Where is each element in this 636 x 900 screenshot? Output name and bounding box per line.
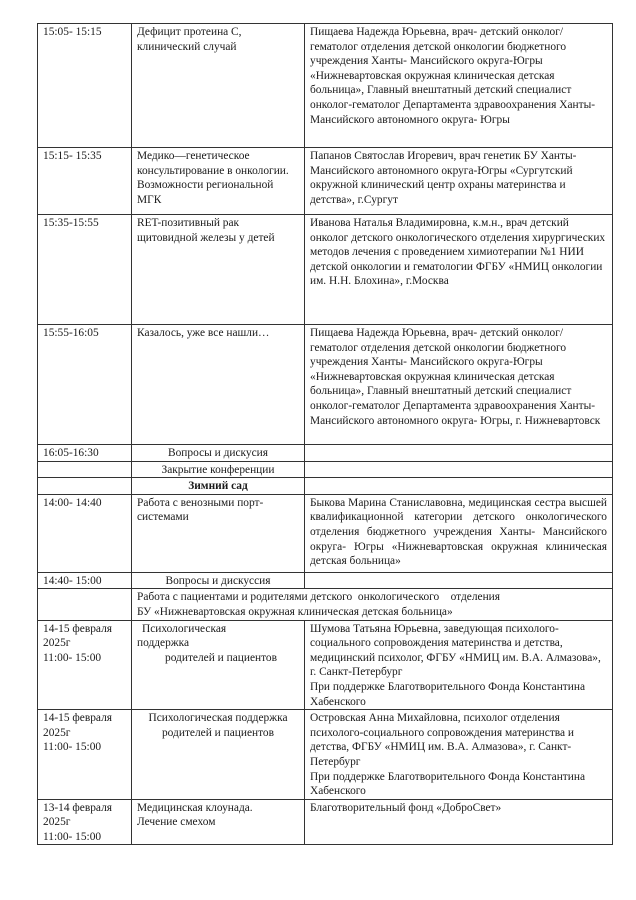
date-text: 14-15 февраля xyxy=(43,622,113,635)
section-heading xyxy=(132,589,613,620)
topic-cell xyxy=(132,620,305,710)
speaker-cell: Пищаева Надежда Юрьевна, врач- детский онколог/гематолог отделения детской онкологии бюджетного учреждения Ханты- Мансийского округа-Югры «Нижневартовская окружная клиническая детская больница», Главный внештатный детский специалист онколог-гематолог Департамента здравоохранения Ханты- Мансийского автономного округа- Югры, г. Нижневартовск xyxy=(305,325,613,445)
year-text: 2025г xyxy=(43,726,71,739)
speaker-cell: Папанов Святослав Игоревич, врач генетик БУ Ханты-Мансийского автономного округа-Югры «Сургутский окружной клинический центр охраны материнства и детства», г.Сургут xyxy=(305,148,613,215)
empty-cell xyxy=(305,461,613,478)
hours-text: 11:00- 15:00 xyxy=(43,741,102,754)
time-cell: 15:55-16:05 xyxy=(38,325,132,445)
empty-cell xyxy=(38,461,132,478)
topic-cell: Медико—генетическое консультирование в онкологии. Возможности региональной МГК xyxy=(132,148,305,215)
topic-cell xyxy=(132,799,305,845)
topic-line: родителей и пациентов xyxy=(165,651,278,664)
table-row xyxy=(38,215,613,325)
year-text: 2025г xyxy=(43,637,71,650)
speaker-text: Шумова Татьяна Юрьевна, заведующая психолого-социального сопровождения материнства и детства, медицинский психолог, ФГБУ «НМИЦ им. В.А. Алмазова», г. Санкт-Петербург xyxy=(310,622,601,679)
time-cell: 15:35-15:55 xyxy=(38,215,132,325)
date-cell xyxy=(38,710,132,800)
speaker-cell xyxy=(305,620,613,710)
table-row xyxy=(38,494,613,572)
speaker-cell: Пищаева Надежда Юрьевна, врач- детский онколог/гематолог отделения детской онкологии бюджетного учреждения Ханты- Мансийского округа-Югры «Нижневартовская окружная клиническая детская больница», Главный внештатный детский специалист онколог-гематолог Департамента здравоохранения Ханты- Мансийского автономного округа- Югры xyxy=(305,24,613,148)
table-row xyxy=(38,478,613,495)
topic-cell: Психологическая поддержка родителей и пациентов xyxy=(132,710,305,800)
support-text: При поддержке Благотворительного Фонда Константина Хабенского xyxy=(310,680,586,708)
program-table xyxy=(37,23,613,845)
time-cell: 16:05-16:30 xyxy=(38,445,132,462)
topic-line: Лечение смехом xyxy=(137,816,216,829)
topic-cell: Дефицит протеина С, клинический случай xyxy=(132,24,305,148)
topic-cell: Казалось, уже все нашли… xyxy=(132,325,305,445)
hours-text: 11:00- 15:00 xyxy=(43,651,102,664)
empty-cell xyxy=(305,478,613,495)
year-text: 2025г xyxy=(43,816,71,829)
hours-text: 11:00- 15:00 xyxy=(43,830,102,843)
table-row xyxy=(38,799,613,845)
date-cell xyxy=(38,799,132,845)
topic-line: поддержка xyxy=(137,637,190,650)
time-cell: 14:00- 14:40 xyxy=(38,494,132,572)
table-row xyxy=(38,325,613,445)
time-cell: 15:15- 15:35 xyxy=(38,148,132,215)
empty-cell xyxy=(305,445,613,462)
speaker-cell: Иванова Наталья Владимировна, к.м.н., врач детский онколог детского онкологического отделения хирургических методов лечения с проведением химиотерапии №1 НИИ детской онкологии и гематологии ФГБУ «НМИЦ онкологии им. Н.Н. Блохина», г.Москва xyxy=(305,215,613,325)
time-cell: 14:40- 15:00 xyxy=(38,572,132,589)
section-line: БУ «Нижневартовская окружная клиническая детская больница» xyxy=(137,605,453,618)
table-row xyxy=(38,589,613,620)
topic-line: Психологическая xyxy=(142,622,227,635)
table-row xyxy=(38,710,613,800)
empty-cell xyxy=(38,589,132,620)
table-row xyxy=(38,461,613,478)
discussion-label: Вопросы и дискуссия xyxy=(132,572,305,589)
closing-label: Закрытие конференции xyxy=(132,461,305,478)
topic-line: Медицинская клоунада. xyxy=(137,801,253,814)
topic-cell: Работа с венозными порт-системами xyxy=(132,494,305,572)
topic-cell: RET-позитивный рак щитовидной железы у детей xyxy=(132,215,305,325)
table-row xyxy=(38,572,613,589)
date-text: 13-14 февраля xyxy=(43,801,113,814)
empty-cell xyxy=(305,572,613,589)
date-cell xyxy=(38,620,132,710)
table-row xyxy=(38,148,613,215)
discussion-label: Вопросы и дискусия xyxy=(132,445,305,462)
empty-cell xyxy=(38,478,132,495)
table-row xyxy=(38,620,613,710)
table-row xyxy=(38,445,613,462)
table-row xyxy=(38,24,613,148)
speaker-cell: Быкова Марина Станиславовна, медицинская сестра высшей квалификационной категории детского онкологического отделения бюджетного учреждения Ханты- Мансийского округа- Югры «Нижневартовская окружная клиническая детская больница» xyxy=(305,494,613,572)
section-heading: Зимний сад xyxy=(132,478,305,495)
date-text: 14-15 февраля xyxy=(43,712,113,725)
speaker-cell: Благотворительный фонд «ДоброСвет» xyxy=(305,799,613,845)
support-text: При поддержке Благотворительного Фонда Константина Хабенского xyxy=(310,770,586,798)
time-cell: 15:05- 15:15 xyxy=(38,24,132,148)
speaker-text: Островская Анна Михайловна, психолог отделения психолого-социального сопровождения материнства и детства, ФГБУ «НМИЦ им. В.А. Алмазова», г. Санкт-Петербург xyxy=(310,712,575,768)
speaker-cell xyxy=(305,710,613,800)
section-line: Работа с пациентами и родителями детского онкологического отделения xyxy=(137,591,501,604)
